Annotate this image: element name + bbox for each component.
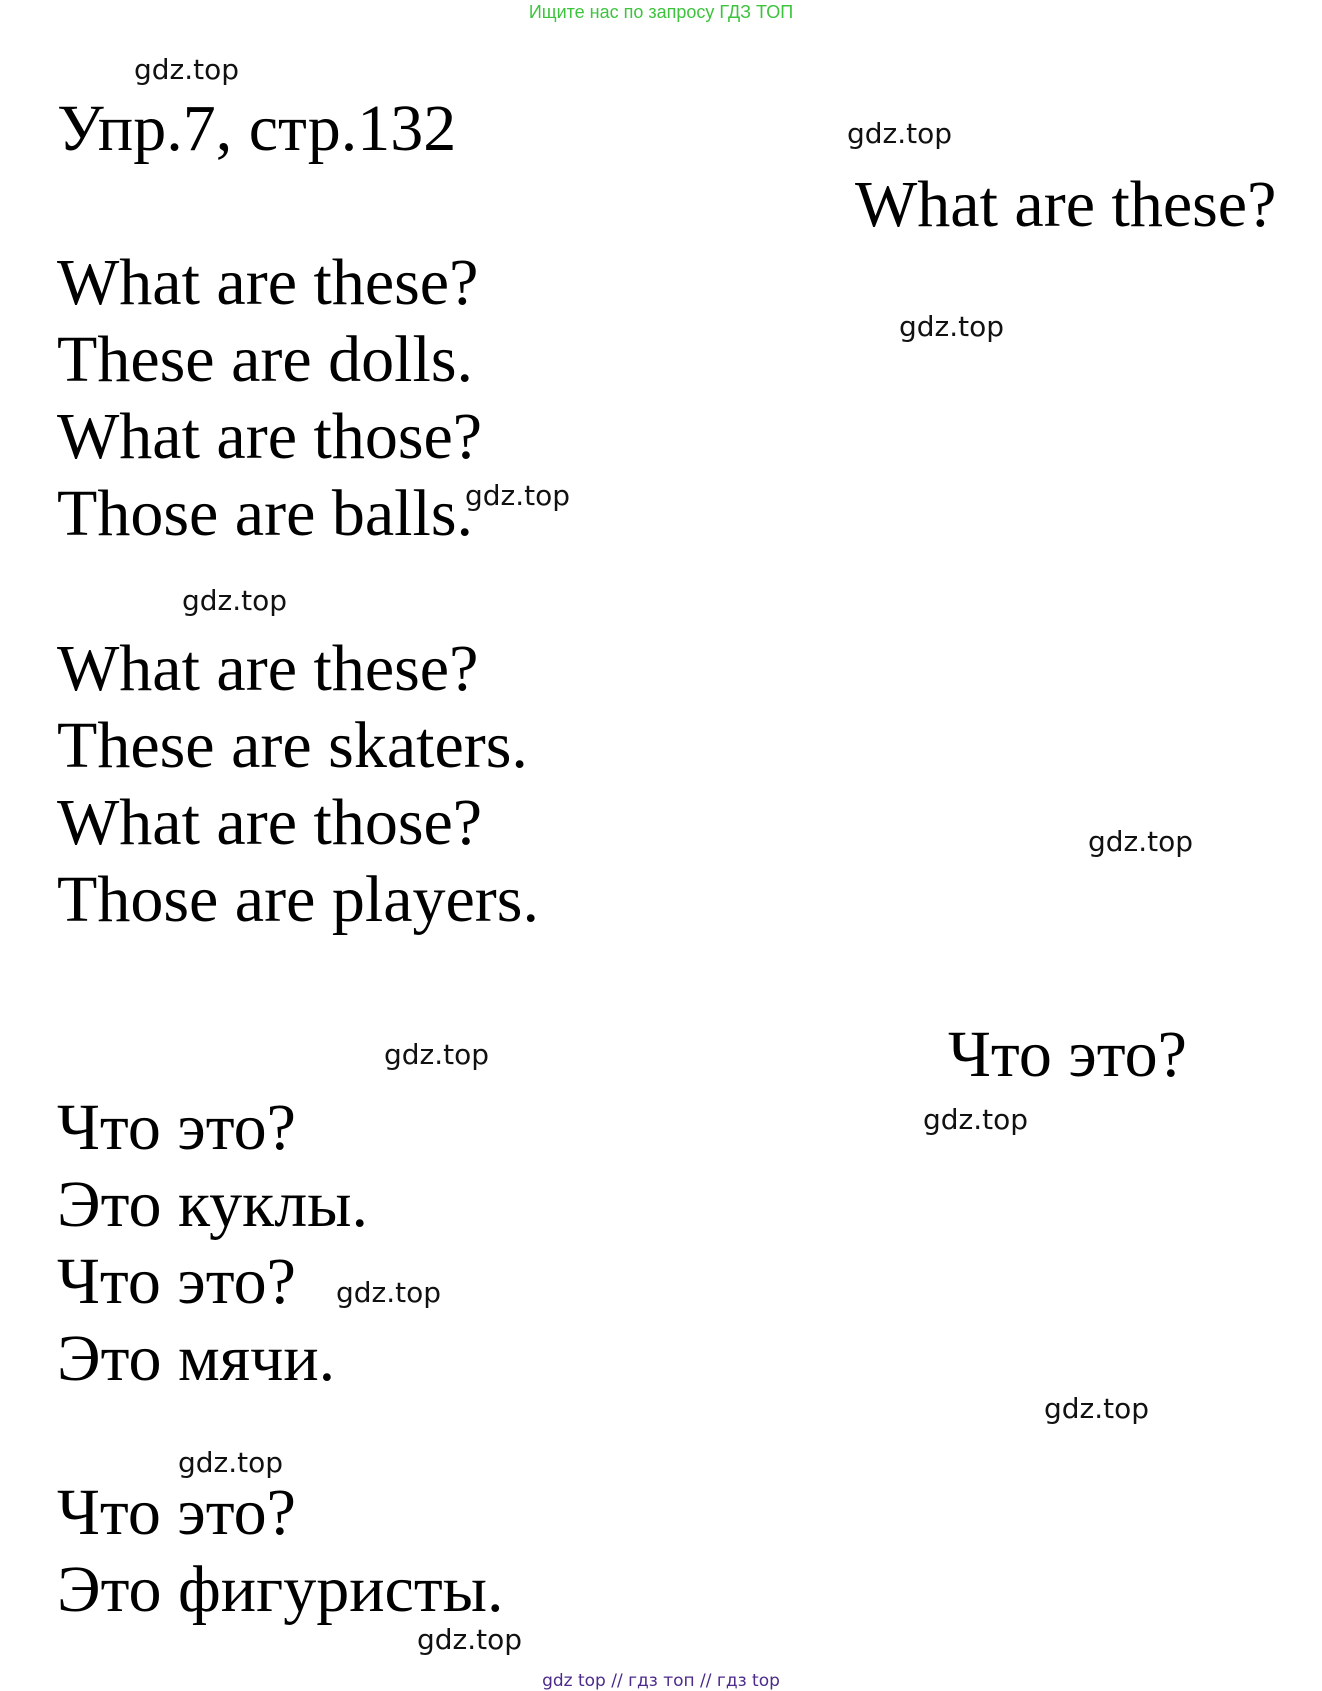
exercise-title: Упр.7, стр.132 (57, 92, 457, 165)
english-line-6: These are skaters. (57, 709, 528, 782)
watermark: gdz.top (923, 1103, 1029, 1136)
english-line-3: What are those? (57, 400, 483, 473)
watermark: gdz.top (847, 117, 953, 150)
right-russian-line: Что это? (948, 1018, 1187, 1091)
english-line-4: Those are balls. (57, 477, 474, 550)
footer-links[interactable]: gdz top // гдз топ // гдз top (542, 1671, 780, 1691)
top-banner[interactable]: Ищите нас по запросу ГДЗ ТОП (528, 2, 794, 22)
russian-line-2: Это куклы. (57, 1168, 369, 1241)
russian-line-4: Это мячи. (57, 1322, 336, 1395)
watermark: gdz.top (178, 1446, 284, 1479)
english-line-5: What are these? (57, 632, 479, 705)
english-line-7: What are those? (57, 786, 483, 859)
english-line-1: What are these? (57, 246, 479, 319)
right-english-line: What are these? (855, 168, 1277, 241)
watermark: gdz.top (417, 1623, 523, 1656)
english-line-2: These are dolls. (57, 323, 474, 396)
watermark: gdz.top (336, 1276, 442, 1309)
russian-line-5: Что это? (57, 1476, 296, 1549)
russian-line-6: Это фигуристы. (57, 1553, 504, 1626)
russian-line-1: Что это? (57, 1091, 296, 1164)
watermark: gdz.top (182, 584, 288, 617)
watermark: gdz.top (1088, 825, 1194, 858)
watermark: gdz.top (899, 310, 1005, 343)
watermark: gdz.top (384, 1038, 490, 1071)
watermark: gdz.top (1044, 1392, 1150, 1425)
watermark: gdz.top (465, 479, 571, 512)
english-line-8: Those are players. (57, 863, 539, 936)
russian-line-3: Что это? (57, 1245, 296, 1318)
watermark: gdz.top (134, 53, 240, 86)
